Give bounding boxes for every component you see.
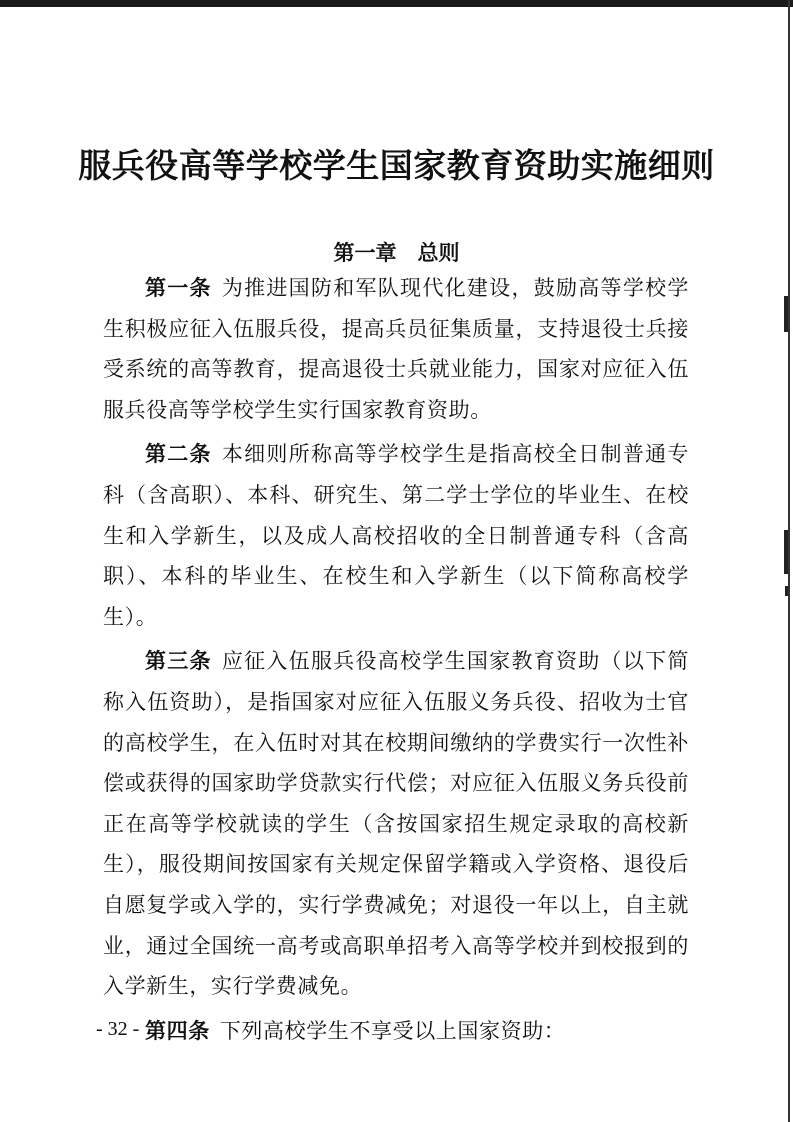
chapter-heading: 第一章 总则 <box>333 240 460 265</box>
article-2 <box>103 434 689 637</box>
page-number: - 32 - <box>96 1018 140 1040</box>
article-text: 本细则所称高等学校学生是指高校全日制普通专科（含高职）、本科、研究生、第二学士学位的毕业生、在校生和入学新生，以及成人高校招收的全日制普通专科（含高职）、本科的毕业生、在校生和入学新生（以下简称高校学生）。 <box>103 442 689 629</box>
article-1 <box>103 268 689 430</box>
page-title: 服兵役高等学校学生国家教育资助实施细则 <box>78 146 715 185</box>
scan-mark <box>784 530 788 574</box>
article-label: 第三条 <box>145 648 212 674</box>
article-4 <box>103 1011 689 1052</box>
article-label: 第二条 <box>145 441 212 467</box>
scan-edge-top <box>0 0 793 7</box>
article-text: 为推进国防和军队现代化建设，鼓励高等学校学生积极应征入伍服兵役，提高兵员征集质量，支持退役士兵接受系统的高等教育，提高退役士兵就业能力，国家对应征入伍服兵役高等学校学生实行国家教育资助。 <box>103 276 689 422</box>
article-text: 下列高校学生不享受以上国家资助： <box>219 1018 566 1043</box>
scan-mark <box>785 586 788 596</box>
article-label: 第一条 <box>145 275 212 300</box>
article-label: 第四条 <box>145 1017 210 1043</box>
article-3 <box>103 641 689 1006</box>
article-text: 应征入伍服兵役高校学生国家教育资助（以下简称入伍资助），是指国家对应征入伍服义务兵役、招收为士官的高校学生，在入伍时对其在校期间缴纳的学费实行一次性补偿或获得的国家助学贷款实行代偿；对应征入伍服义务兵役前正在高等学校就读的学生（含按国家招生规定录取的高校新生），服役期间按国家有关规定保留学籍或入学资格、退役后自愿复学或入学的，实行学费减免；对退役一年以上，自主就业，通过全国统一高考或高职单招考入高等学校并到校报到的入学新生，实行学费减免。 <box>103 649 689 999</box>
document-body <box>103 268 689 1055</box>
scan-mark <box>784 296 788 332</box>
